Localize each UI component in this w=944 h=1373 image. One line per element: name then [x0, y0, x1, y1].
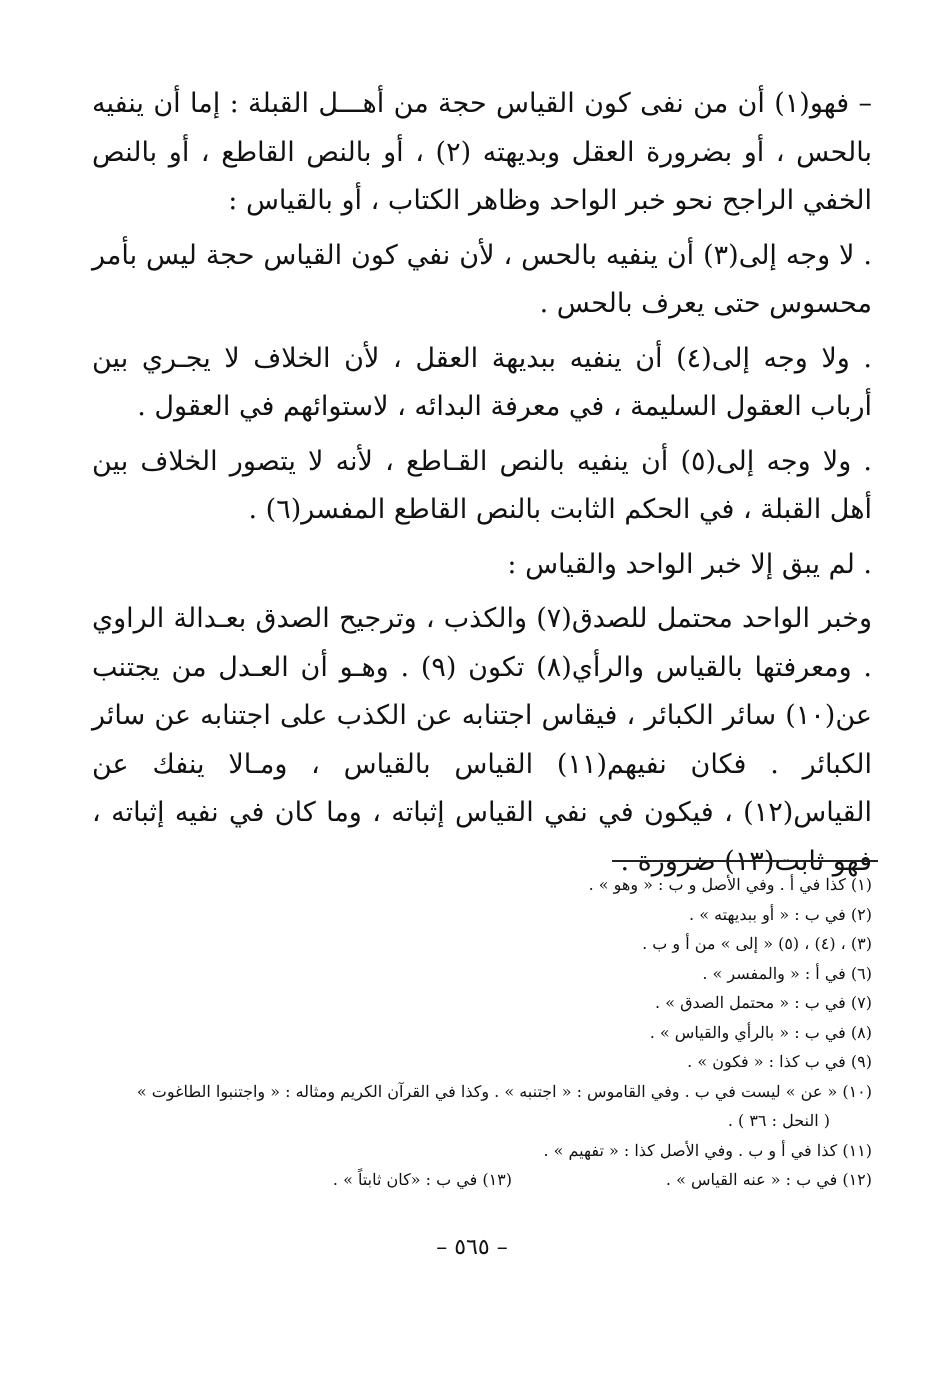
main-text [92, 80, 872, 886]
footnote-8: (٨) في ب : « بالرأي والقياس » . [649, 1022, 872, 1042]
footnote-10: (١٠) « عن » ليست في ب . وفي القاموس : « اجتنبه » . وكذا في القرآن الكريم ومثاله : « واجتنبوا الطاغوت » [136, 1081, 872, 1101]
paragraph-3: . ولا وجه إلى(٤) أن ينفيه ببديهة العقل ، لأن الخلاف لا يجـري بين أرباب العقول السليمة ، في معرفة البدائه ، لاستوائهم في العقول . [92, 342, 872, 422]
footnote-11: (١١) كذا في أ و ب . وفي الأصل كذا : « تفهيم » . [543, 1140, 872, 1160]
footnote-12: (١٢) في ب : « عنه القياس » . [665, 1170, 872, 1189]
paragraph-6: وخبر الواحد محتمل للصدق(٧) والكذب ، وترجيح الصدق بعـدالة الراوي . ومعرفتها بالقياس والرأي(٨) تكون (٩) . وهـو أن العـدل من يجتنب عن(١٠) سائر الكبائر ، فيقاس اجتنابه عن الكذب على اجتنابه عن سائر الكبائر . فكان نفيهم(١١) القياس بالقياس ، ومـالا ينفك عن القياس(١٢) ، فيكون في نفي القياس إثباته ، وما كان في نفيه إثباته ، فهو ثابت(١٣) ضرورة . [92, 603, 873, 877]
footnote-10-continued: ( النحل : ٣٦ ) . [727, 1111, 830, 1130]
footnote-6: (٦) في أ : « والمفسر » . [702, 963, 872, 983]
paragraph-1: – فهو(١) أن من نفى كون القياس حجة من أهـــل القبلة : إما أن ينفيه بالحس ، أو بضرورة العقل وبديهته (٢) ، أو بالنص القاطع ، أو بالنص الخفي الراجح نحو خبر الواحد وظاهر الكتاب ، أو بالقياس : [92, 88, 873, 216]
page-number: – ٥٦٥ – [436, 1235, 508, 1260]
footnote-13: (١٣) في ب : «كان ثابتاً » . [332, 1170, 512, 1189]
footnote-9: (٩) في ب كذا : « فكون » . [687, 1052, 872, 1071]
paragraph-5: . لم يبق إلا خبر الواحد والقياس : [507, 548, 872, 580]
footnote-row-12-13 [92, 1165, 872, 1195]
footnote-2: (٢) في ب : « أو ببديهته » . [689, 904, 872, 924]
footnotes [92, 870, 872, 1195]
paragraph-2: . لا وجه إلى(٣) أن ينفيه بالحس ، لأن نفي كون القياس حجة ليس بأمر محسوس حتى يعرف بالحس . [92, 239, 873, 319]
footnote-1: (١) كذا في أ . وفي الأصل و ب : « وهو » . [588, 875, 872, 894]
footnote-7: (٧) في ب : « محتمل الصدق » . [655, 993, 872, 1012]
footnote-3: (٣) ، (٤) ، (٥) « إلى » من أ و ب . [642, 934, 872, 953]
paragraph-4: . ولا وجه إلى(٥) أن ينفيه بالنص القـاطع ، لأنه لا يتصور الخلاف بين أهل القبلة ، في الحكم الثابت بالنص القاطع المفسر(٦) . [92, 445, 872, 525]
footnote-divider [612, 860, 878, 862]
